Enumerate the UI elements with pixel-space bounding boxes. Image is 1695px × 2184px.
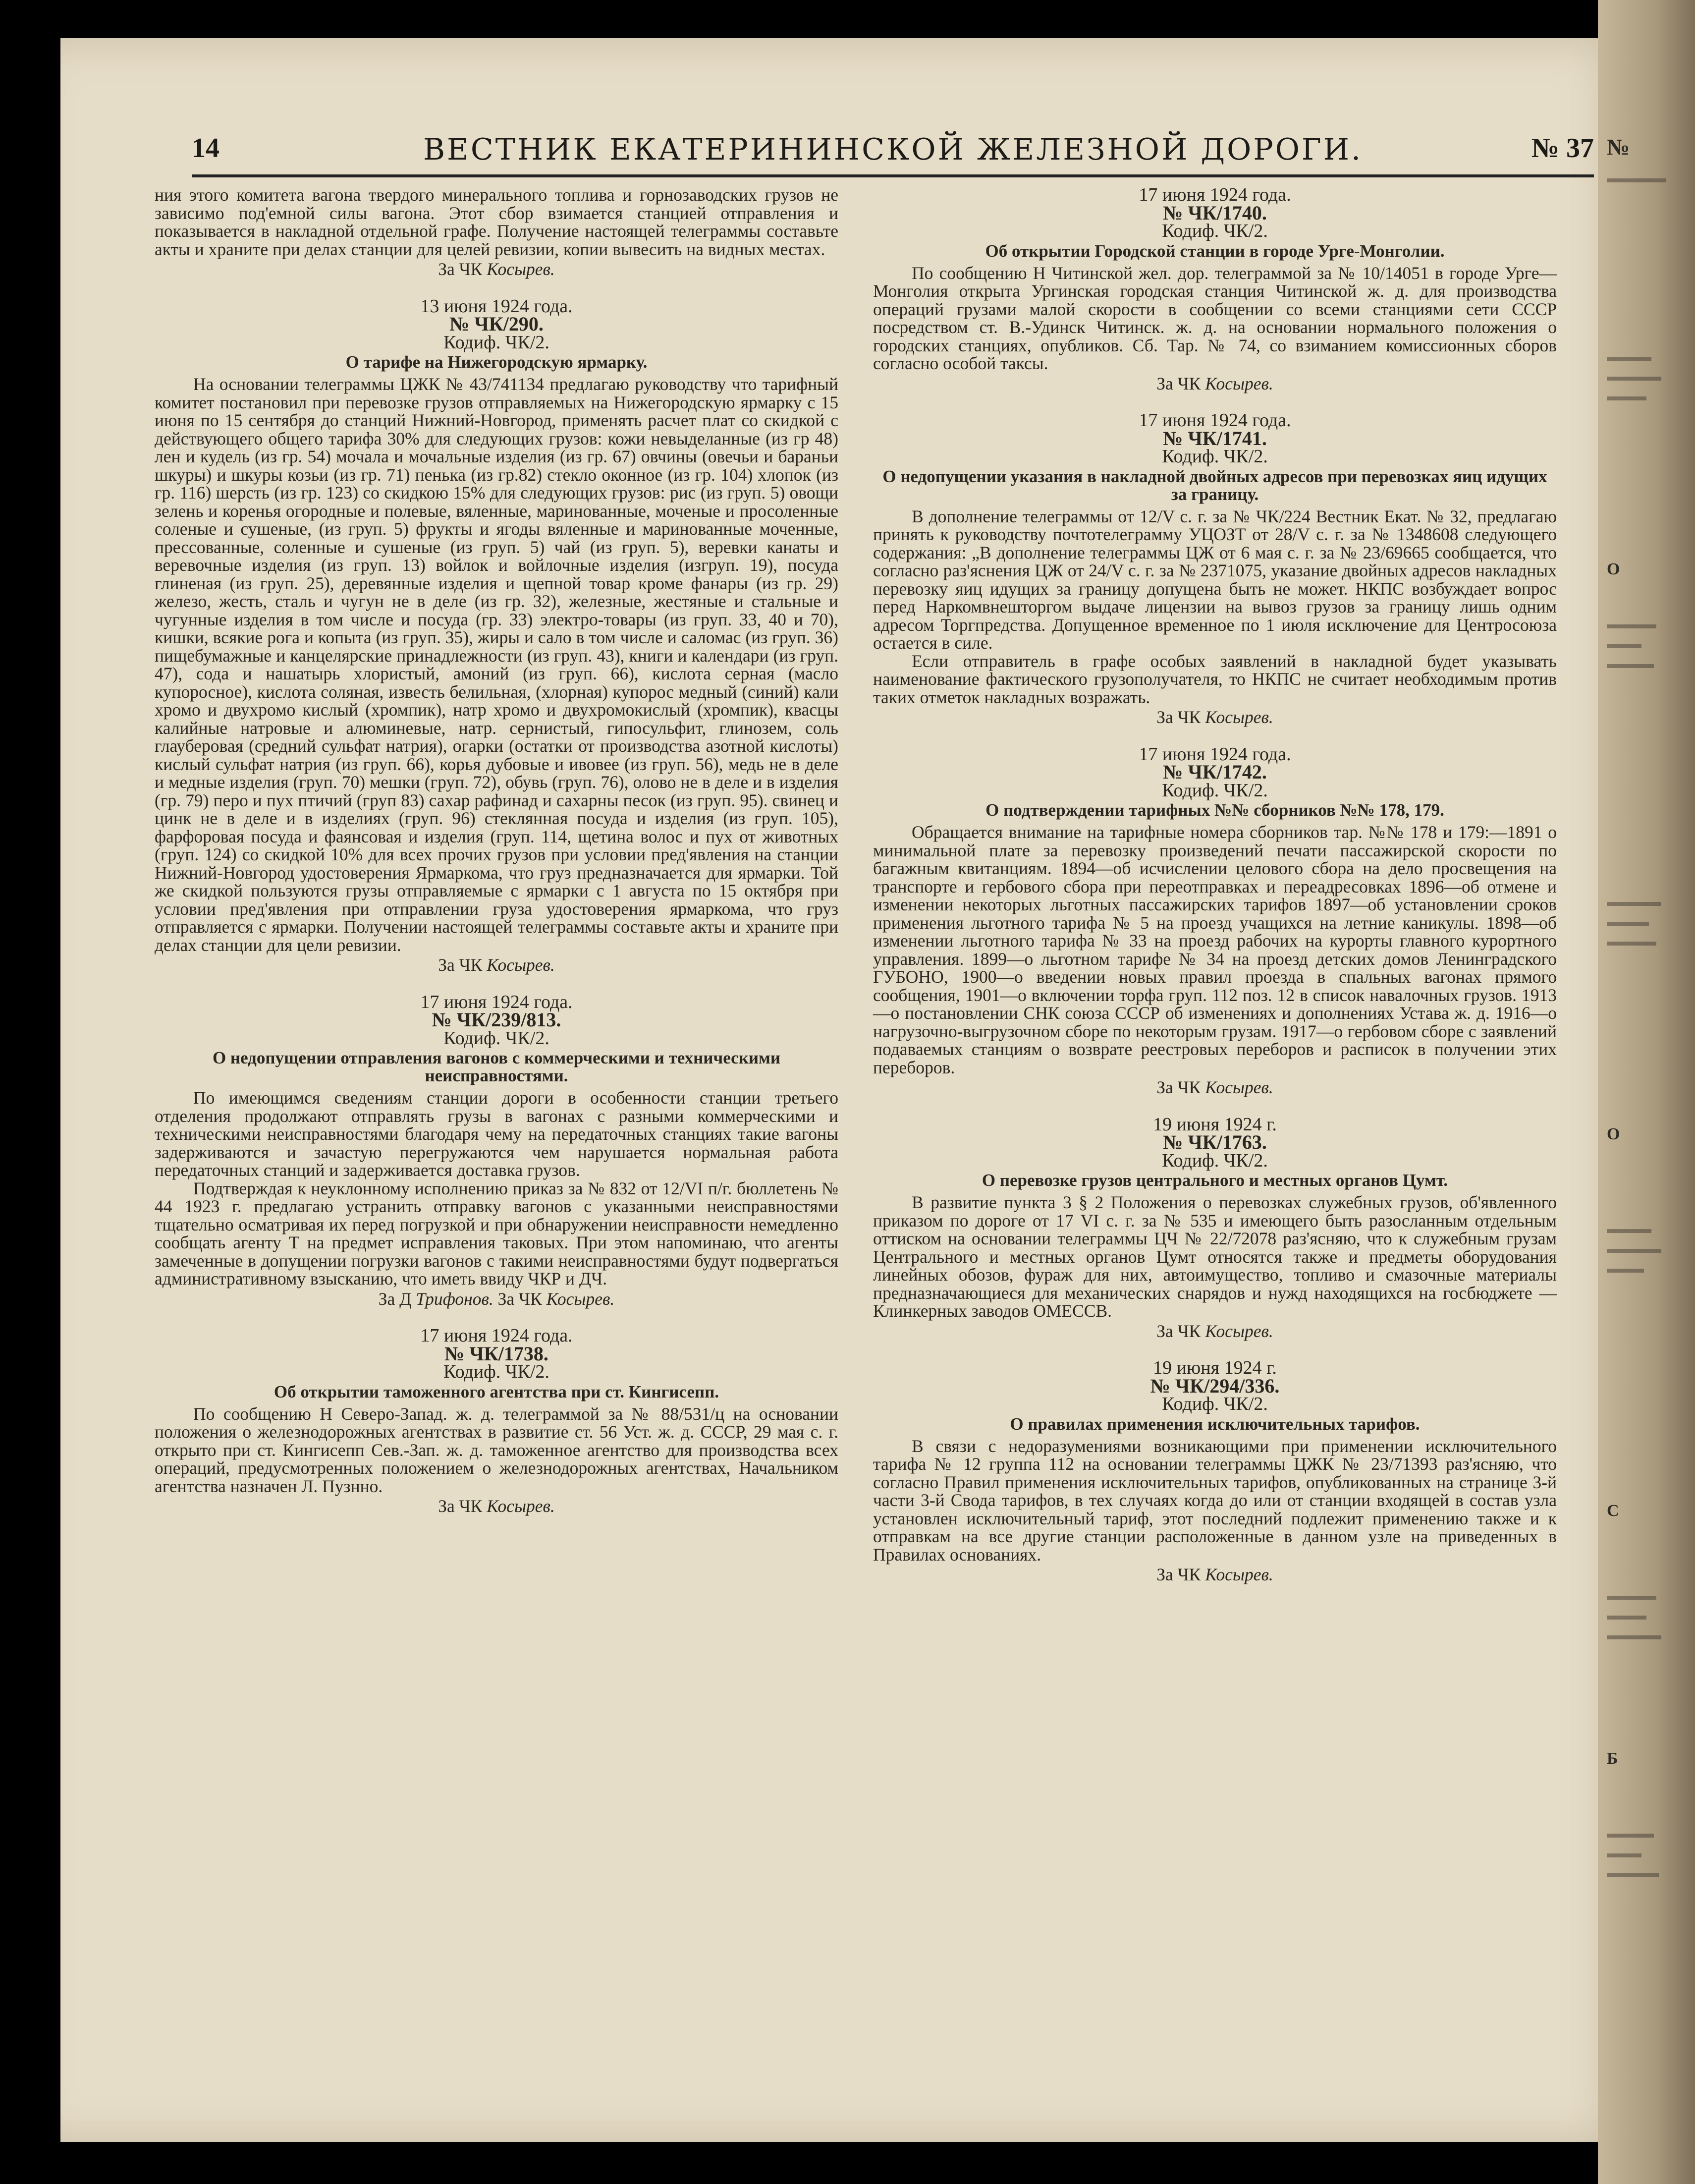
item-paragraph: В дополнение телеграммы от 12/V с. г. за № ЧК/224 Вестник Екат. № 32, предлагаю принять к руководству почтотелеграмму УЦОЗТ от 28/V с. г. за № 1348608 следующего содержания: „В дополнение телеграммы ЦЖ от 6 мая с. г. за № 23/69665 сообщается, что согласно раз'яснения ЦЖ от 24/V с. г. за № 2371075, указание двойных адресов накладных перевозку яиц идущих за границу допущена быть не может. НКПС возбуждает вопрос перед Наркомвнешторгом выдаче лицензии на вывоз грузов за границу лишь одним адресом Торгпредства. Допущенное временное по 1 июля исключение для Центросоюза остается в силе. <box>873 506 1557 653</box>
item-signature: За ЧК Косырев. <box>1156 1321 1273 1341</box>
item-paragraph: В связи с недоразумениями возникающими при применении исключительного тарифа № 12 группа 112 на основании телеграммы ЦЖК № 23/71393 раз'ясняю, что согласно Правил применения исключительных тарифов, опубликованных на странице 3-й части 3-й Свода тарифов, в тех случаях когда до или от станции входящей в состав узла установлен исключительный тариф, этот последний подлежит применению также и к отправкам на все другие станции расположенные в данном узле на приведенных в Правилах основаниях. <box>873 1436 1557 1565</box>
item-date: 17 июня 1924 года. <box>1139 743 1291 765</box>
item-paragraph: По имеющимся сведениям станции дороги в особенности станции третьего отделения продолжают отправлять грузы в вагонах с разными коммерческими и техническими неисправностями благодаря чему на передаточных станциях такие вагоны задерживаются и зачастую перегружаются чем нарушается нормальная работа передаточных станций и задерживается доставка грузов. <box>155 1088 838 1180</box>
adjacent-text-line <box>1607 664 1654 668</box>
adjacent-text-line <box>1607 1635 1661 1639</box>
page-header <box>192 127 1594 177</box>
item-number: № ЧК/1738. <box>444 1342 548 1365</box>
item-title: О правилах применения исключительных тарифов. <box>1010 1414 1420 1434</box>
item-date: 17 июня 1924 года. <box>1139 410 1291 431</box>
item-title: Об открытии таможенного агентства при ст. Кингисепп. <box>273 1382 719 1401</box>
telegram-item <box>155 1327 838 1515</box>
adjacent-text-line <box>1607 922 1649 926</box>
adjacent-text-line <box>1607 624 1656 628</box>
adjacent-text-line <box>1607 377 1661 381</box>
telegram-item <box>873 186 1557 392</box>
telegram-item <box>873 745 1557 1097</box>
item-signature: За ЧК Косырев. <box>1156 1565 1273 1584</box>
item-title: О тарифе на Нижегородскую ярмарку. <box>345 352 648 372</box>
telegram-item <box>155 297 838 974</box>
adjacent-mark: О <box>1607 560 1620 578</box>
item-kodif: Кодиф. ЧК/2. <box>1162 446 1268 467</box>
issue-number: № 37 <box>1531 133 1594 164</box>
item-date: 17 июня 1924 года. <box>420 1325 573 1346</box>
item-number: № ЧК/1740. <box>1163 201 1267 224</box>
adjacent-issue-fragment: № <box>1607 134 1630 160</box>
item-signature: За ЧК Косырев. <box>1156 373 1273 393</box>
item-title: О подтверждении тарифных №№ сборников №№ 178, 179. <box>985 800 1444 820</box>
item-paragraph: В развитие пункта 3 § 2 Положения о перевозках служебных грузов, об'явленного приказом по дороге от 17 VI с. г. за № 535 и имеющего быть разосланным отдельным оттиском на основании телеграммы ЦЧ № 22/72078 раз'ясняю, что к служебным грузам Центрального и местных органов Цумт относятся также и предметы оборудования линейных обозов, фураж для них, автоимущество, топливо и смазочные материалы предназначающиеся для механических снарядов и нужд находящихся на госбюджете — Клинкерных заводов ОМЕССВ. <box>873 1192 1557 1321</box>
telegram-item <box>873 411 1557 727</box>
right-column <box>873 186 1557 1584</box>
adjacent-rule <box>1607 178 1666 182</box>
item-title: О недопущении указания в накладной двойных адресов при перевозках яиц идущих за границу. <box>882 466 1547 504</box>
page-number: 14 <box>192 133 219 164</box>
item-title: О перевозке грузов центрального и местных органов Цумт. <box>982 1171 1448 1190</box>
item-kodif: Кодиф. ЧК/2. <box>1162 1394 1268 1414</box>
item-paragraph: Подтверждая к неуклонному исполнению приказ за № 832 от 12/VI п/г. бюллетень № 44 1923 г. предлагаю устранить отправку вагонов с указанными неисправностями тщательно осматривая их перед погрузкой и при обнаружении неисправности немедленно сообщать агенту Т на предмет исправления таковых. При этом напоминаю, что агенты замеченные в допущении погрузки вагонов с такими неисправностями будут подвергаться административному взысканию, что иметь ввиду ЧКР и ДЧ. <box>155 1178 838 1288</box>
adjacent-text-line <box>1607 1853 1641 1857</box>
page-title: ВЕСТНИК ЕКАТЕРИНИНСКОЙ ЖЕЛЕЗНОЙ ДОРОГИ. <box>423 132 1363 167</box>
telegram-item <box>155 993 838 1308</box>
adjacent-text-line <box>1607 1616 1646 1620</box>
item-date: 17 июня 1924 года. <box>1139 184 1291 205</box>
adjacent-text-line <box>1607 357 1651 361</box>
item-kodif: Кодиф. ЧК/2. <box>443 1361 549 1382</box>
adjacent-mark: С <box>1607 1502 1619 1520</box>
adjacent-text-line <box>1607 942 1656 946</box>
adjacent-mark: Б <box>1607 1749 1618 1768</box>
adjacent-text-line <box>1607 902 1661 906</box>
item-number: № ЧК/1763. <box>1163 1131 1267 1153</box>
item-signature: За ЧК Косырев. <box>438 1496 555 1516</box>
adjacent-text-line <box>1607 1834 1654 1838</box>
item-date: 19 июня 1924 г. <box>1153 1114 1277 1135</box>
item-paragraph: По сообщению Н Северо-Запад. ж. д. телеграммой за № 88/531/ц на основании положения о железнодорожных агентствах в развитие ст. 56 Уст. ж. д. СССР, 29 мая с. г. открыто при ст. Кингисепп Сев.-Зап. ж. д. таможенное агентство для производства всех операций, предусмотренных положением о железнодорожных агентствах, Начальником агентства назначен Л. Пузнно. <box>155 1403 838 1496</box>
item-signature: За ЧК Косырев. <box>438 955 555 975</box>
intro-signature: За ЧК Косырев. <box>438 259 555 279</box>
adjacent-mark: О <box>1607 1125 1620 1143</box>
adjacent-text-line <box>1607 1249 1661 1253</box>
item-number: № ЧК/1741. <box>1163 427 1267 449</box>
adjacent-text-line <box>1607 1873 1659 1877</box>
item-date: 13 июня 1924 года. <box>420 295 573 317</box>
item-title: Об открытии Городской станции в городе Урге-Монголии. <box>985 241 1445 261</box>
newspaper-page <box>60 38 1636 2142</box>
item-number: № ЧК/1742. <box>1163 761 1267 783</box>
adjacent-text-line <box>1607 1269 1644 1273</box>
item-signature: За ЧК Косырев. <box>1156 707 1273 727</box>
item-number: № ЧК/239/813. <box>432 1008 561 1031</box>
item-paragraph: Если отправитель в графе особых заявлений в накладной будет указывать наименование фактического грузополучателя, то НКПС не считает необходимым против таких отметок накладных возражать. <box>873 651 1557 707</box>
adjacent-page-edge <box>1598 0 1695 2184</box>
item-kodif: Кодиф. ЧК/2. <box>443 332 549 353</box>
item-signature: За ЧК Косырев. <box>1156 1077 1273 1097</box>
item-kodif: Кодиф. ЧК/2. <box>1162 1150 1268 1171</box>
telegram-item <box>873 1359 1557 1584</box>
item-date: 19 июня 1924 г. <box>1153 1357 1277 1378</box>
item-kodif: Кодиф. ЧК/2. <box>443 1027 549 1049</box>
adjacent-text-line <box>1607 396 1646 400</box>
item-kodif: Кодиф. ЧК/2. <box>1162 780 1268 801</box>
item-number: № ЧК/290. <box>449 313 544 335</box>
item-paragraph: Обращается внимание на тарифные номера сборников тар. №№ 178 и 179:—1891 о минимальной плате за перевозку произведений печати пассажирской скорости по багажным квитанциям. 1894—об исчислении целового сбора на дело просвещения на транспорте и гербового сбора при переотправках и переадресовках 1896—об отмене и изменении некоторых льготных пассажирских тарифов 1897—об установлении сроков применения льготного тарифа № 5 на проезд учащихся на летние каникулы. 1898—об изменении льготного тарифа № 33 на проезд рабочих на курорты главного курортного управления. 1899—о льготном тарифе № 34 на проезд детских домов Ленинградского ГУБОНО, 1900—о введении новых правил проезда в спальных вагонах прямого сообщения, 1901—о включении торфа груп. 112 поз. 12 в список навалочных грузов. 1913—о постановлении СНК союза СССР об изменениях и дополнениях Устава ж. д. 1916—о нагрузочно-выгрузочном сборе по некоторым грузам. 1917—о гербовом сборе с заявлений подаваемых станциям о возврате реестровых переборов и расписок в получении этих переборов. <box>873 822 1557 1077</box>
item-date: 17 июня 1924 года. <box>420 991 573 1012</box>
adjacent-text-line <box>1607 644 1641 648</box>
intro-paragraph: ния этого комитета вагона твердого минерального топлива и горнозаводских грузов не зависимо под'емной силы вагона. Этот сбор взимается станцией отправления и показывается в накладной отдельной графе. Получение настоящей телеграммы составьте акты и храните при делах станции для целей ревизии, копии вывесить на видных местах. <box>155 185 838 259</box>
item-title: О недопущении отправления вагонов с коммерческими и техническими неисправностями. <box>212 1048 781 1085</box>
item-paragraph: На основании телеграммы ЦЖК № 43/741134 предлагаю руководству что тарифный комитет постановил при перевозке грузов отправляемых на Нижегородскую ярмарку с 15 июня по 15 сентября до станций Нижний-Новгород, применять расчет плат со скидкой с действующего общего тарифа 30% для следующих грузов: кожи невыделанные (из гр 48) лен и кудель (из гр. 54) мочала и мочальные изделия (из гр. 67) овчины (овечьи и бараньи шкуры) и шкуры козьи (из гр. 71) пенька (из гр.82) стекло оконное (из гр. 104) хлопок (из гр. 116) шерсть (из гр. 123) со скидкою 15% для следующих грузов: рис (из груп. 5) овощи зелень и коренья огородные и полевые, вяленные, маринованные, моченые и просоленные соленые и сушеные, (из груп. 5) фрукты и ягоды вяленные и маринованные моченные, прессованные, соленные и сушеные (из груп. 5) чай (из груп. 5), веревки канаты и веревочные изделия (из груп. 13) войлок и войлочные изделия (изгруп. 19), посуда глиненая (из груп. 25), деревянные изделия и щепной товар кроме фанары (из гр. 29) железо, жесть, сталь и чугун не в деле (из гр. 32), железные, жестяные и стальные и чугунные изделия в том числе и посуда (гр. 33) электро-товары (из груп. 33, 40 и 70), кишки, всякие рога и копыта (из груп. 35), жиры и сало в том числе и саломас (из груп. 36) пищебумажные и канцелярские принадлежности (из груп. 43), книги и календари (из груп. 47), сода и нашатырь хлористый, амоний (из груп. 66), кислота серная (масло купоросное), кислота соляная, известь белильная, (хлорная) купорос медный (синий) кали хромо и двухромо кислый (хромпик), натр хромо и двухромокислый (хромпик), квасцы калийные натровые и алюминевые, натр. сернистый, гипосульфит, глинозем, соль глауберовая (средний сульфат натрия), огарки (остатки от производства азотной кислоты) кислый сульфат натрия (из груп. 66), корья дубовые и ивовее (из груп. 56), медь не в деле и медные изделия (груп. 70) мешки (груп. 72), обувь (груп. 76), олово не в деле и в изделия (гр. 79) перо и пух птичий (груп 83) сахар рафинад и сахарны песок (из груп. 95). свинец и цинк не в деле и в изделиях (груп. 96) стеклянная посуда и изделия (из груп. 105), фарфоровая посуда и фаянсовая и изделия (груп. 114, щетина волос и пух от животных (груп. 124) со скидкой 10% для всех прочих грузов при условии пред'явления на станции Нижний-Новгород удостоверения Ярмаркома, что груз предназначается для ярмарки. Той же скидкой пользуются грузы отправляемые с ярмарки с 1 августа по 15 октября при условии пред'явления при отправлении груза удостоверения ярмаркома, что груз отправляется с ярмарки. Получении настоящей телеграммы составьте акты и храните при делах станции для цели ревизии. <box>155 374 838 955</box>
item-number: № ЧК/294/336. <box>1150 1374 1280 1397</box>
telegram-item <box>873 1116 1557 1341</box>
adjacent-text-line <box>1607 1229 1651 1233</box>
item-paragraph: По сообщению Н Читинской жел. дор. телеграммой за № 10/14051 в городе Урге—Монголия открыта Ургинская городская станция Читинской ж. д. для производства операций грузами малой скорости в сообщении со всеми станциями сети СССР посредством ст. В.-Удинск Читинск. ж. д. на основании нормального положения о городских станциях, опубликов. Сб. Тар. № 74, со взиманием комиссионных сборов согласно особой таксы. <box>873 263 1557 373</box>
adjacent-text-line <box>1607 1596 1656 1600</box>
left-column <box>155 186 838 1515</box>
item-signature: За Д Трифонов. За ЧК Косырев. <box>378 1288 615 1309</box>
item-kodif: Кодиф. ЧК/2. <box>1162 221 1268 241</box>
